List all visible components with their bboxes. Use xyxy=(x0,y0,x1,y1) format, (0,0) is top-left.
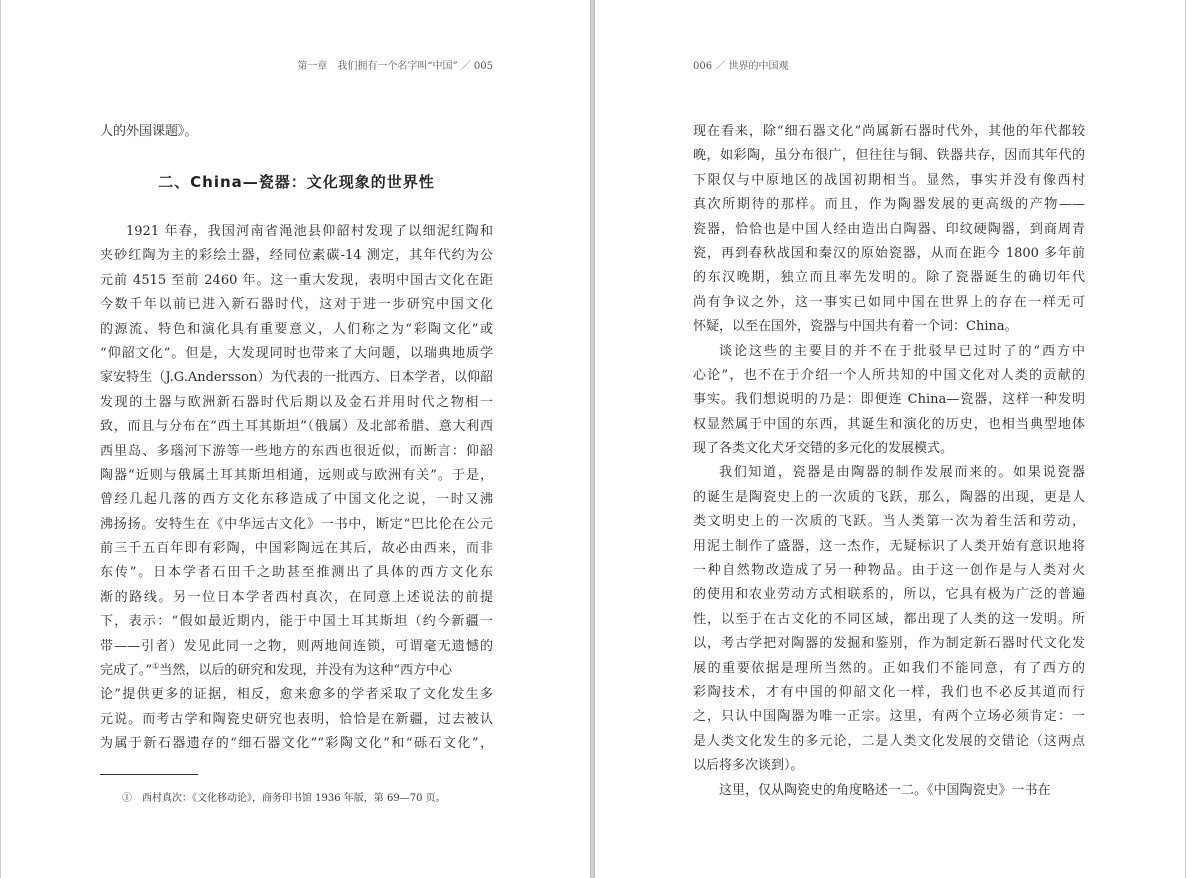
text-line: 类文明史上的一次质的飞跃。当人类第一次为着生活和劳动， xyxy=(693,514,1085,530)
text-line: “仰韶文化”。但是，大发现同时也带来了大问题，以瑞典地质学 xyxy=(100,345,493,361)
text-line: 论”提供更多的证据，相反，愈来愈多的学者采取了文化发生多 xyxy=(100,687,493,703)
text-line: 现在看来，除“细石器文化”尚属新石器时代外，其他的年代都较 xyxy=(693,124,1085,139)
text-line: 的诞生是陶瓷史上的一次质的飞跃，那么，陶器的出现，更是人 xyxy=(693,489,1085,505)
text-line: 的使用和农业劳动方式相联系的，所以，它具有极为广泛的普遍 xyxy=(693,587,1085,603)
text-line: 以，考古学把对陶器的发掘和鉴别，作为制定新石器时代文化发 xyxy=(693,636,1085,652)
text-line: 展的重要依据是理所当然的。正如我们不能同意，有了西方的 xyxy=(693,660,1085,676)
text-line: 尚有争议之外，这一事实已如同中国在世界上的存在一样无可 xyxy=(693,294,1085,310)
section-title: 二、China—瓷器：文化现象的世界性 xyxy=(158,173,435,191)
text-line: 为属于新石器遗存的“细石器文化”“彩陶文化”和“砾石文化”， xyxy=(100,736,493,752)
text-fragment: 当然，以后的研究和发现，并没有为这种“西方中心 xyxy=(159,663,452,679)
text-line: 谈论这些的主要目的并不在于批驳早已过时了的“西方中 xyxy=(719,343,1085,359)
text-line: 以后将多次谈到）。 xyxy=(693,758,804,774)
text-line: 瓷器，恰恰也是中国人经由造出白陶器、印纹硬陶器，到商周青 xyxy=(693,221,1085,237)
text-line: 彩陶技术，才有中国的仰韶文化一样，我们也不必反其道而行 xyxy=(693,684,1085,700)
text-line: 性，以至于在古文化的不同区域，都出现了人类的这一发明。所 xyxy=(693,611,1085,627)
text-line: 元前 4515 至前 2460 年。这一重大发现，表明中国古文化在距 xyxy=(100,272,493,288)
left-page-header: 第一章 我们拥有一个名字叫“中国” ／ 005 xyxy=(297,61,493,72)
text-line: 用泥土制作了盛器，这一杰作，无疑标识了人类开始有意识地将 xyxy=(693,538,1085,554)
text-line: 元说。而考古学和陶瓷史研究也表明，恰恰是在新疆，过去被认 xyxy=(100,711,493,727)
text-line: 东传”。日本学者石田千之助甚至推测出了具体的西方文化东 xyxy=(100,565,493,581)
text-line: 西里岛、多瑙河下游等一些地方的东西也很近似，而断言：仰韶 xyxy=(100,443,493,459)
text-line: 的源流、特色和演化具有重要意义，人们称之为“彩陶文化”或 xyxy=(100,321,493,337)
text-line: 人的外国课题》。 xyxy=(100,124,198,139)
text-line: 沸扬扬。安特生在《中华远古文化》一书中，断定“巴比伦在公元 xyxy=(100,516,493,532)
text-line: 下限仅与中原地区的战国初期相当。显然，事实并没有像西村 xyxy=(693,172,1085,188)
text-line: 带——引者）发见此同一之物，则两地间连锁，可谓毫无遗憾的 xyxy=(100,638,493,654)
text-line: 权显然属于中国的东西，其诞生和演化的历史，也相当典型地体 xyxy=(693,416,1085,432)
text-line: 现了各类文化犬牙交错的多元化的发展模式。 xyxy=(693,441,954,457)
footnote-ref-marker[interactable]: ① xyxy=(152,661,160,671)
text-line: 一种自然物改造成了另一种物品。由于这一创作是与人类对火 xyxy=(693,563,1085,579)
left-lead-text xyxy=(100,120,493,144)
text-line: 事实。我们想说明的乃是：即便连 China—瓷器，这样一种发明 xyxy=(693,392,1085,408)
text-line: 致，而且与分布在“西土耳其斯坦”（俄属）及北部希腊、意大利西 xyxy=(100,419,493,435)
text-line: 渐的路线。另一位日本学者西村真次，在同意上述说法的前提 xyxy=(100,589,493,605)
left-body-text xyxy=(100,220,493,757)
text-line: 1921 年春，我国河南省渑池县仰韶村发现了以细泥红陶和 xyxy=(126,224,493,239)
text-line: 家安特生（J.G.Andersson）为代表的一批西方、日本学者，以仰韶 xyxy=(100,370,493,386)
text-line-with-footnote xyxy=(100,659,493,683)
footnote-divider xyxy=(100,774,198,775)
text-line: 今数千年以前已进入新石器时代，这对于进一步研究中国文化 xyxy=(100,297,493,313)
text-line: 是人类文化发生的多元论，二是人类文化发展的交错论（这两点 xyxy=(693,733,1085,749)
text-line: 的东汉晚期，独立而且率先发明的。除了瓷器诞生的确切年代 xyxy=(693,270,1085,286)
text-line: 发现的土器与欧洲新石器时代后期以及金石并用时代之物相一 xyxy=(100,394,493,410)
text-line: 心论”，也不在于介绍一个人所共知的中国文化对人类的贡献的 xyxy=(693,367,1085,383)
text-line: 晚，如彩陶，虽分布很广，但往往与铜、铁器共存，因而其年代的 xyxy=(693,148,1085,164)
text-line: 陶器“近则与俄属土耳其斯坦相通，远则或与欧洲有关”。于是， xyxy=(100,467,493,483)
text-line: 曾经几起几落的西方文化东移造成了中国文化之说，一时又沸 xyxy=(100,492,493,508)
text-line: 下，表示：“假如最近期内，能于中国土耳其斯坦（约今新疆一 xyxy=(100,614,493,630)
text-line: 前三千五百年即有彩陶，中国彩陶远在其后，故必由西来，而非 xyxy=(100,541,493,557)
right-body-text xyxy=(693,120,1085,803)
right-page xyxy=(595,0,1186,878)
text-line: 瓷，再到春秋战国和秦汉的原始瓷器，从而在距今 1800 多年前 xyxy=(693,245,1085,261)
text-line: 真次所期待的那样。而且，作为陶器发展的更高级的产物—— xyxy=(693,197,1085,213)
text-line: 我们知道，瓷器是由陶器的制作发展而来的。如果说瓷器 xyxy=(719,465,1085,481)
text-fragment: 完成了。” xyxy=(100,663,153,679)
text-line: 之，只认中国陶器为唯一正宗。这里，有两个立场必须肯定：一 xyxy=(693,709,1085,725)
left-page xyxy=(0,0,590,878)
right-page-header: 006 ／ 世界的中国观 xyxy=(693,61,789,72)
text-line: 怀疑，以至在国外，瓷器与中国共有着一个词：China。 xyxy=(693,319,1018,335)
text-line: 这里，仅从陶瓷史的角度略述一二。《中国陶瓷史》一书在 xyxy=(719,782,1051,798)
text-line: 夹砂红陶为主的彩绘土器，经同位素碳-14 测定，其年代约为公 xyxy=(100,248,493,264)
footnote: ① 西村真次：《文化移动论》，商务印书馆 1936 年版，第 69—70 页。 xyxy=(122,793,446,804)
